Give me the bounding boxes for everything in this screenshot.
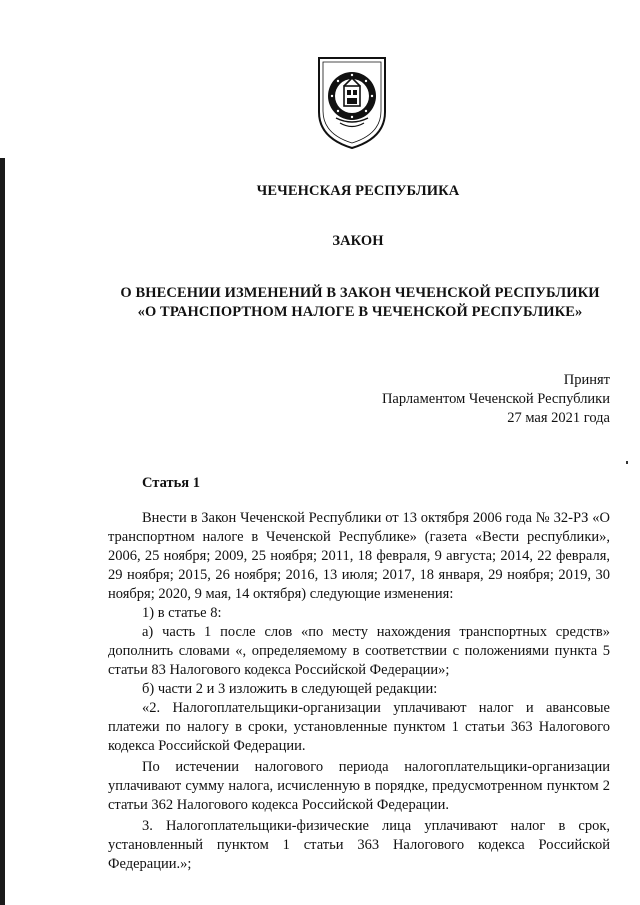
- paragraph: «2. Налогоплательщики-организации уплачивают налог и авансовые платежи по налогу в сроки, установленные пунктом 1 статьи 363 Налогового кодекса Российской Федерации.: [108, 700, 610, 754]
- article-body: [108, 509, 610, 874]
- paragraph: Внести в Закон Чеченской Республики от 13 октября 2006 года № 32-РЗ «О транспортном налоге в Чеченской Республике» (газета «Вести республики», 2006, 25 ноября; 2009, 25 ноября; 2011, 18 февраля, 9 августа; 2014, 22 февраля, 29 ноября; 2015, 26 ноября; 2016, 13 июля; 2017, 18 января, 29 ноября; 2019, 30 ноября; 2020, 9 мая, 14 октября) следующие изменения:: [108, 510, 610, 602]
- article-title: Статья 1: [142, 475, 200, 491]
- law-title-line-2: «О ТРАНСПОРТНОМ НАЛОГЕ В ЧЕЧЕНСКОЙ РЕСПУБЛИКЕ»: [137, 304, 583, 320]
- adoption-date: 27 мая 2021 года: [507, 410, 610, 426]
- paragraph: По истечении налогового периода налогоплательщики-организации уплачивают сумму налога, исчисленную в порядке, предусмотренном пунктом 2 статьи 362 Налогового кодекса Российской Федерации.: [108, 759, 610, 813]
- paragraph: б) части 2 и 3 изложить в следующей редакции:: [142, 681, 438, 697]
- paragraph: 3. Налогоплательщики-физические лица уплачивают налог в срок, установленный пунктом 1 статьи 363 Налогового кодекса Российской Федерации.»;: [108, 818, 610, 872]
- paragraph: 1) в статье 8:: [142, 605, 222, 621]
- law-title-line-1: О ВНЕСЕНИИ ИЗМЕНЕНИЙ В ЗАКОН ЧЕЧЕНСКОЙ РЕСПУБЛИКИ: [120, 285, 600, 301]
- paragraph: а) часть 1 после слов «по месту нахождения транспортных средств» дополнить словами «, определяемому в соответствии с положениями пункта 5 статьи 83 Налогового кодекса Российской Федерации»;: [108, 624, 610, 678]
- document-type-heading: ЗАКОН: [332, 233, 384, 249]
- adoption-line-1: Принят: [563, 372, 610, 388]
- law-title: [40, 284, 640, 322]
- scan-speck: [626, 461, 628, 464]
- adoption-line-2: Парламентом Чеченской Республики: [381, 391, 610, 407]
- adoption-block: [382, 371, 610, 428]
- republic-heading: ЧЕЧЕНСКАЯ РЕСПУБЛИКА: [256, 183, 460, 199]
- scan-edge-shadow: [0, 158, 5, 905]
- coat-of-arms-icon: [316, 56, 388, 150]
